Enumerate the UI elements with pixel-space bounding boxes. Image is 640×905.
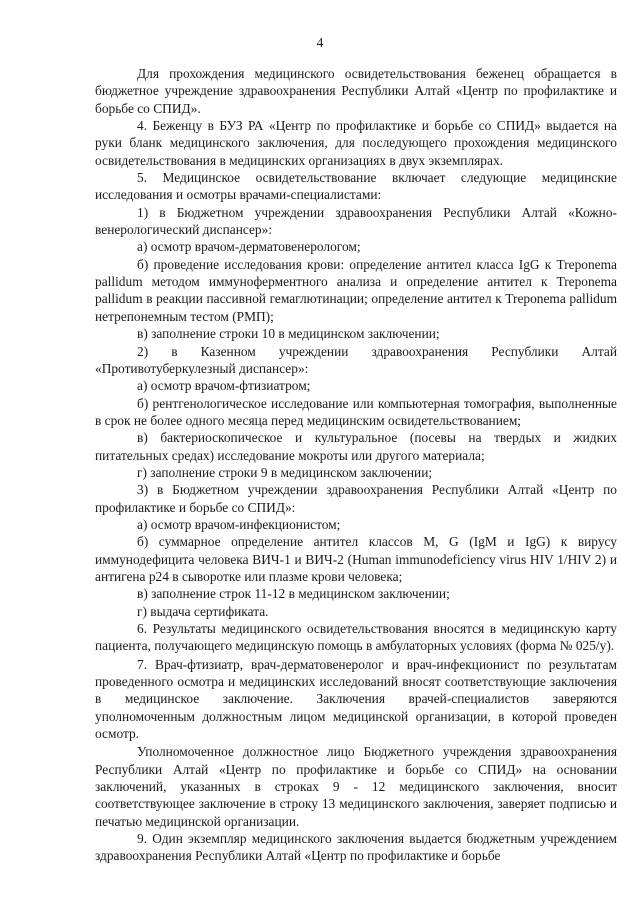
list-subitem-3c: в) заполнение строк 11-12 в медицинском заключении;: [137, 586, 450, 602]
paragraph-5: 5. Медицинское освидетельствование включает следующие медицинские исследования и осмотры врачами-специалистами:: [95, 170, 617, 203]
paragraph-7: 7. Врач-фтизиатр, врач-дерматовенеролог и врач-инфекционист по результатам проведенного осмотра и медицинских исследований вносят соответствующие заключения в медицинское заключение. Заключения врачей-специалистов заверяются уполномоченным должностным лицом медицинской организации, в которой проведен осмотр.: [95, 656, 617, 742]
paragraph-intro: Для прохождения медицинского освидетельствования беженец обращается в бюджетное учреждение здравоохранения Республики Алтай «Центр по профилактике и борьбе со СПИД».: [95, 66, 617, 116]
paragraph-9: 9. Один экземпляр медицинского заключения выдается бюджетным учреждением здравоохранения Республики Алтай «Центр по профилактике и борьбе: [95, 831, 617, 864]
list-subitem-2c: в) бактериоскопическое и культуральное (посевы на твердых и жидких питательных средах) исследование мокроты или другого материала;: [95, 430, 617, 463]
list-subitem-1b: б) проведение исследования крови: определение антител класса IgG к Treponema pallidum методом иммуноферментного анализа и определение антител к Treponema pallidum в реакции пассивной гемаглютинации; определение антител к Treponema pallidum нетрепонемным тестом (РМП);: [95, 256, 617, 324]
list-subitem-1c: в) заполнение строки 10 в медицинском заключении;: [137, 326, 440, 342]
list-subitem-3d: г) выдача сертификата.: [137, 603, 269, 619]
list-subitem-2a: а) осмотр врачом-фтизиатром;: [137, 378, 311, 394]
list-subitem-1a: а) осмотр врачом-дерматовенерологом;: [137, 239, 361, 255]
list-item-3: 3) в Бюджетном учреждении здравоохранения Республики Алтай «Центр по профилактике и борьбе со СПИД»:: [95, 482, 617, 515]
list-subitem-2b: б) рентгенологическое исследование или компьютерная томография, выполненные в срок не более одного месяца перед медицинским освидетельствованием;: [95, 395, 617, 428]
page-number: 4: [316, 35, 324, 50]
list-subitem-2d: г) заполнение строки 9 в медицинском заключении;: [137, 464, 433, 480]
paragraph-authorized-official: Уполномоченное должностное лицо Бюджетного учреждения здравоохранения Республики Алтай «Центр по профилактике и борьбе со СПИД» на основании заключений, указанных в строках 9 - 12 медицинского заключения, вносит соответствующее заключение в строку 13 медицинского заключения, заверяет подписью и печатью медицинской организации.: [95, 744, 617, 829]
list-subitem-3b: б) суммарное определение антител классов M, G (IgM и IgG) к вирусу иммунодефицита человека ВИЧ-1 и ВИЧ-2 (Human immunodeficiency virus HIV 1/HIV 2) и антигена p24 в сыворотке или плазме крови человека;: [95, 534, 617, 584]
list-subitem-3a: а) осмотр врачом-инфекционистом;: [137, 516, 341, 532]
list-item-1: 1) в Бюджетном учреждении здравоохранения Республики Алтай «Кожно-венерологический диспансер»:: [95, 204, 617, 238]
paragraph-6: 6. Результаты медицинского освидетельствования вносятся в медицинскую карту пациента, получающего медицинскую помощь в амбулаторных условиях (форма № 025/у).: [95, 621, 617, 654]
list-item-2: 2) в Казенном учреждении здравоохранения Республики Алтай «Противотуберкулезный диспансер»:: [95, 343, 617, 376]
paragraph-4: 4. Беженцу в БУЗ РА «Центр по профилактике и борьбе со СПИД» выдается на руки бланк медицинского заключения, для последующего прохождения медицинского освидетельствования в медицинских организациях в двух экземплярах.: [95, 118, 617, 168]
document-body: [95, 65, 617, 865]
